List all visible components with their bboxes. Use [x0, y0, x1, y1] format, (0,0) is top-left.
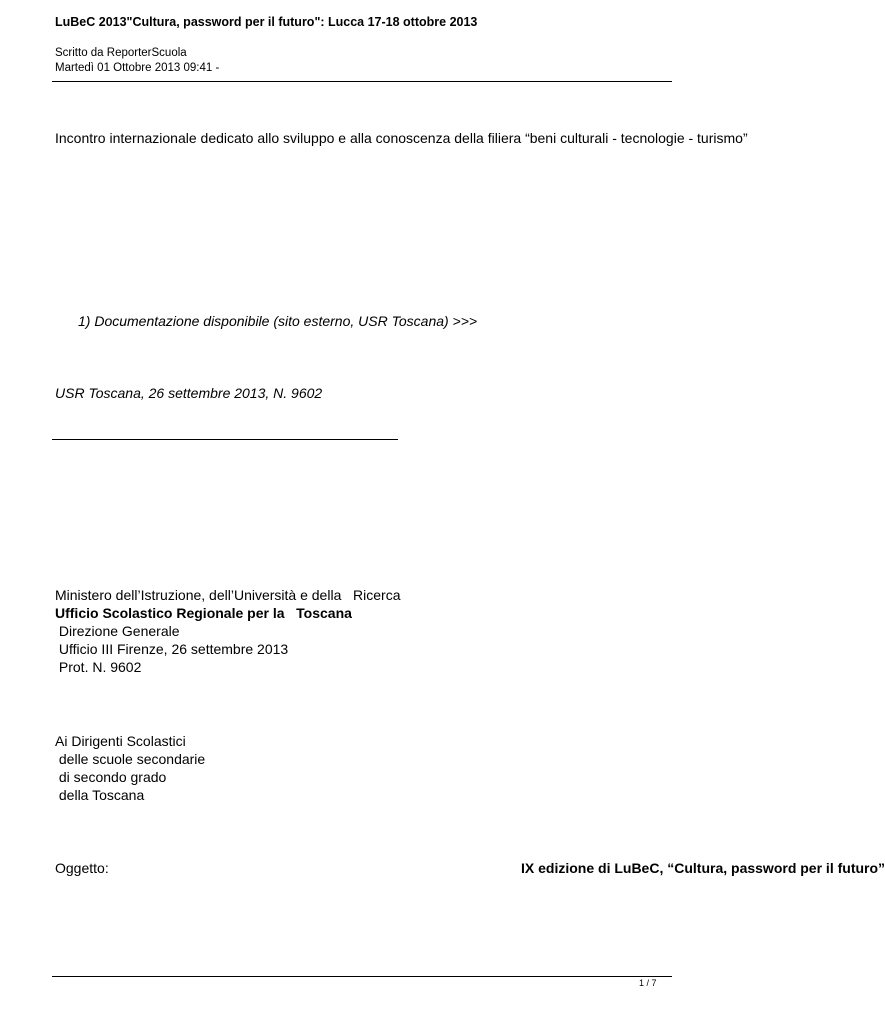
- header-divider: [52, 81, 672, 82]
- letterhead-direction: Direzione Generale: [55, 623, 180, 639]
- page-number: 1 / 7: [639, 978, 657, 988]
- letterhead-office: Ufficio Scolastico Regionale per la Toscana: [55, 605, 352, 621]
- recipient-line: delle scuole secondarie: [55, 751, 206, 767]
- intro-paragraph: Incontro internazionale dedicato allo sviluppo e alla conoscenza della filiera “beni culturali - tecnologie - turismo”: [55, 130, 748, 146]
- usr-reference: USR Toscana, 26 settembre 2013, N. 9602: [55, 385, 323, 401]
- page-title: LuBeC 2013"Cultura, password per il futuro": Lucca 17-18 ottobre 2013: [55, 15, 478, 29]
- subject-label: Oggetto:: [55, 860, 109, 876]
- recipient-line: della Toscana: [55, 787, 145, 803]
- recipient-line: Ai Dirigenti Scolastici: [55, 733, 186, 749]
- footer-divider: [52, 976, 672, 977]
- letterhead: [55, 586, 400, 676]
- subject-text: IX edizione di LuBeC, “Cultura, password per il futuro”: [521, 860, 885, 876]
- date-line: Martedì 01 Ottobre 2013 09:41 -: [55, 62, 220, 74]
- recipient-line: di secondo grado: [55, 769, 167, 785]
- recipients-block: [55, 732, 205, 804]
- letterhead-ministry: Ministero dell’Istruzione, dell’Università e della Ricerca: [55, 587, 401, 603]
- documentation-link[interactable]: 1) Documentazione disponibile (sito esterno, USR Toscana) >>>: [78, 313, 478, 329]
- letterhead-location-date: Ufficio III Firenze, 26 settembre 2013: [55, 641, 289, 657]
- letterhead-protocol: Prot. N. 9602: [55, 659, 142, 675]
- author-line: Scritto da ReporterScuola: [55, 47, 187, 59]
- section-divider: [52, 439, 398, 440]
